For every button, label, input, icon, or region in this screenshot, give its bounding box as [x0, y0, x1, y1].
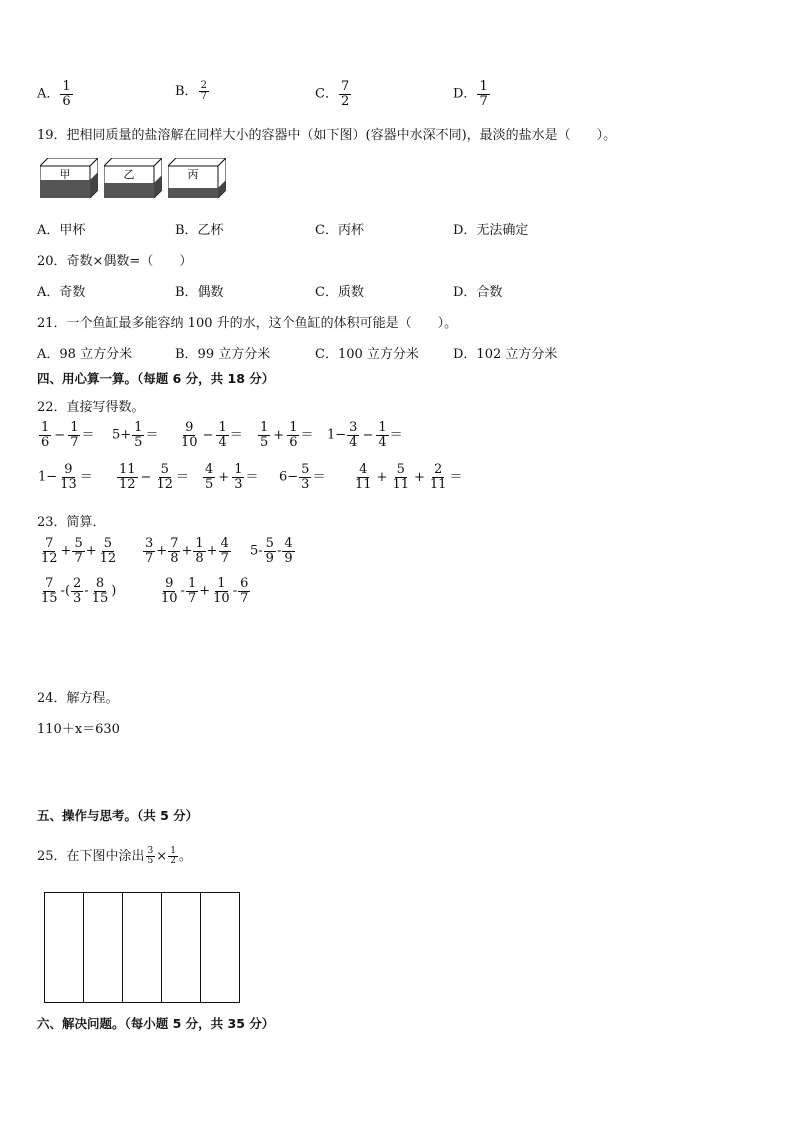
q23-expr-3: 5- $\frac{5}{9}$ - $\frac{4}{9}$: [250, 536, 293, 566]
q18-option-c: C． $\frac{7}{2}$: [315, 79, 350, 109]
q18-option-b: B． $\frac{2}{7}$: [175, 79, 207, 102]
q18-option-a: A． $\frac{1}{6}$: [37, 79, 71, 109]
q22-expr-4: $\frac{1}{5}$ + $\frac{1}{6}$ ＝: [260, 420, 314, 450]
q18-option-d: D． $\frac{1}{7}$: [453, 79, 488, 109]
q22-expr-8: $\frac{4}{5}$ + $\frac{1}{3}$ ＝: [205, 462, 259, 492]
q20-option-b: B．偶数: [175, 285, 224, 300]
q20-option-d: D．合数: [453, 285, 503, 300]
cup-yi-label: 乙: [123, 168, 135, 181]
cup-bing: [168, 158, 226, 198]
cup-jia-label: 甲: [59, 168, 71, 181]
rect-column-5[interactable]: [201, 893, 239, 1002]
q19-option-c: C．丙杯: [315, 223, 364, 238]
q23-expr-2: $\frac{3}{7}$ + $\frac{7}{8}$ + $\frac{1}{8}$ + $\frac{4}{7}$: [145, 536, 229, 566]
rect-column-2[interactable]: [84, 893, 123, 1002]
rect-column-3[interactable]: [123, 893, 162, 1002]
q20-option-c: C．质数: [315, 285, 364, 300]
cup-bing-label: 丙: [187, 168, 199, 181]
q22-expr-2: 5+ $\frac{1}{5}$ ＝: [112, 420, 159, 450]
q22-expr-10: $\frac{4}{11}$ + $\frac{5}{11}$ + $\frac{2}{11}$ ＝: [355, 462, 463, 492]
q23-expr-5: $\frac{9}{10}$ - $\frac{1}{7}$ + $\frac{1}{10}$ - $\frac{6}{7}$: [161, 576, 249, 606]
rect-column-1[interactable]: [45, 893, 84, 1002]
q23-text: 23．简算．: [37, 515, 106, 530]
q23-expr-1: $\frac{7}{12}$ + $\frac{5}{7}$ + $\frac{5}{12}$: [41, 536, 117, 566]
q22-expr-3: $\frac{9}{10}$ − $\frac{1}{4}$ ＝: [181, 420, 243, 450]
q21-option-b: B．99 立方分米: [175, 347, 271, 362]
q19-option-a: A．甲杯: [37, 223, 86, 238]
q22-expr-7: $\frac{11}{12}$ − $\frac{5}{12}$ ＝: [119, 462, 190, 492]
q22-expr-5: 1− $\frac{3}{4}$ − $\frac{1}{4}$ ＝: [327, 420, 403, 450]
q21-text: 21．一个鱼缸最多能容纳 100 升的水，这个鱼缸的体积可能是（ ）。: [37, 316, 458, 331]
q22-expr-9: 6− $\frac{5}{3}$ ＝: [279, 462, 326, 492]
section-5-heading: 五、操作与思考。（共 5 分）: [37, 808, 199, 823]
q22-text: 22．直接写得数。: [37, 400, 145, 415]
section-4-heading: 四、用心算一算。（每题 6 分，共 18 分）: [37, 371, 275, 386]
q19-text: 19．把相同质量的盐溶解在同样大小的容器中（如下图）(容器中水深不同)，最淡的盐水是（ ）。: [37, 128, 617, 143]
q22-expr-6: 1− $\frac{9}{13}$ ＝: [38, 462, 93, 492]
q20-text: 20．奇数×偶数=（ ）: [37, 254, 193, 269]
shading-rectangle[interactable]: [44, 892, 240, 1003]
q19-option-b: B．乙杯: [175, 223, 224, 238]
q20-option-a: A．奇数: [37, 285, 86, 300]
q24-text: 24．解方程。: [37, 691, 119, 706]
q21-option-c: C．100 立方分米: [315, 347, 419, 362]
q21-option-a: A．98 立方分米: [37, 347, 133, 362]
q19-option-d: D．无法确定: [453, 223, 529, 238]
q21-option-d: D．102 立方分米: [453, 347, 558, 362]
q23-expr-4: $\frac{7}{15}$ -( $\frac{2}{3}$ - $\frac{8}{15}$ ): [41, 576, 117, 606]
section-6-heading: 六、解决问题。（每小题 5 分，共 35 分）: [37, 1016, 275, 1031]
cup-jia: [40, 158, 98, 198]
q22-expr-1: $\frac{1}{6}$ − $\frac{1}{7}$ ＝: [41, 420, 95, 450]
rect-column-4[interactable]: [162, 893, 201, 1002]
q24-equation: 110＋x＝630: [37, 722, 120, 737]
q25-text: 25．在下图中涂出 $\frac{3}{5}$ × $\frac{1}{2}$ 。: [37, 845, 192, 866]
cup-yi: [104, 158, 162, 198]
